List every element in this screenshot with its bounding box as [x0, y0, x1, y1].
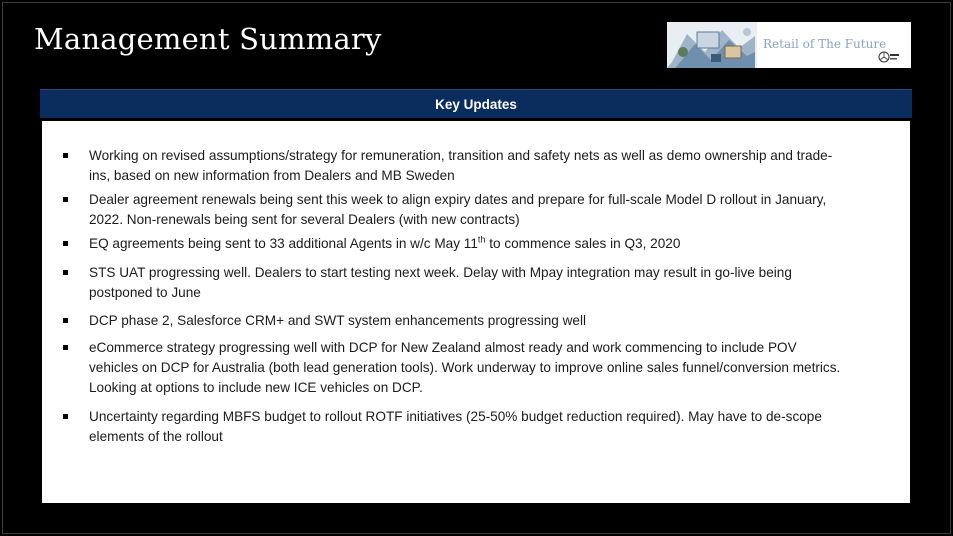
update-item-ecommerce: eCommerce strategy progressing well with DCP for New Zealand almost ready and work commencing to include POV vehicles on DCP for Australia (both lead generation tools). Work underway to improve online sales funnel/conversion metrics. Looking at options to include new ICE vehicles on DCP. [42, 338, 849, 407]
update-item-mbfs-budget: Uncertainty regarding MBFS budget to rollout ROTF initiatives (25-50% budget reduction required). May have to de-scope elements of the rollout [42, 407, 849, 447]
update-item-dcp-phase2: DCP phase 2, Salesforce CRM+ and SWT system enhancements progressing well [42, 311, 849, 338]
update-item-remuneration: Working on revised assumptions/strategy for remuneration, transition and safety nets as well as demo ownership and trade-ins, based on new information from Dealers and MB Sweden [42, 146, 849, 190]
updates-panel [42, 121, 910, 503]
retail-of-the-future-logo [667, 22, 911, 68]
update-item-sts-uat: STS UAT progressing well. Dealers to start testing next week. Delay with Mpay integration may result in go-live being postponed to June [42, 263, 849, 311]
updates-list [42, 146, 849, 447]
eq-text-start: EQ agreements being sent to 33 additional Agents in w/c May 11 [89, 236, 478, 251]
eq-ordinal-suffix: th [477, 234, 486, 245]
eq-text-end: to commence sales in Q3, 2020 [485, 236, 681, 251]
key-updates-banner [40, 89, 912, 118]
logo-text: Retail of The Future [763, 37, 887, 51]
update-item-dealer-renewals: Dealer agreement renewals being sent this week to align expiry dates and prepare for full-scale Model D rollout in January, 2022. Non-renewals being sent for several Dealers (with new contracts) [42, 190, 849, 234]
banner-label: Key Updates [435, 96, 517, 112]
slide-title: Management Summary [34, 22, 382, 56]
update-item-eq-agreements [42, 234, 849, 263]
mercedes-seal-icon [878, 49, 900, 64]
logo-artwork [667, 22, 757, 68]
